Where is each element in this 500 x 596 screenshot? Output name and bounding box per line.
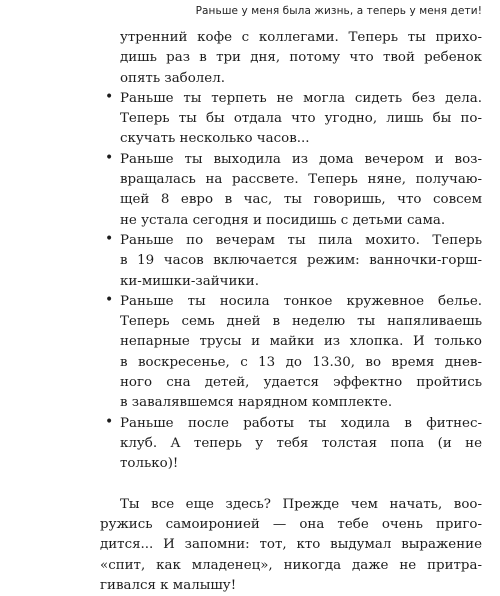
text-line: Теперь ты бы отдала что угодно, лишь бы по- <box>120 111 482 127</box>
text-line: Теперь семь дней в неделю ты напяливаешь <box>120 314 482 330</box>
bullet-marker: • <box>105 88 114 105</box>
text-line: не устала сегодня и посидишь с детьми сама. <box>120 212 446 228</box>
text-line: непарные трусы и майки из хлопка. И только <box>120 334 482 350</box>
bullet-marker: • <box>105 291 114 308</box>
text-line: «спит, как младенец», никогда даже не притра- <box>100 557 482 573</box>
list-item <box>100 89 482 150</box>
paragraph-spacer <box>100 475 482 495</box>
text-line: в 19 часов включается режим: ванночки-горш- <box>120 253 482 269</box>
running-header: Раньше у меня была жизнь, а теперь у меня дети! <box>195 5 482 17</box>
closing-paragraph <box>100 495 482 596</box>
list-item <box>100 150 482 231</box>
text-line: Раньше после работы ты ходила в фитнес- <box>120 415 482 431</box>
continued-list-item <box>100 28 482 89</box>
text-line: Раньше по вечерам ты пила мохито. Теперь <box>120 232 482 248</box>
text-line: утренний кофе с коллегами. Теперь ты прихо- <box>120 30 482 45</box>
text-line: Раньше ты носила тонкое кружевное белье. <box>120 293 482 309</box>
text-line: гивался к малышу! <box>100 578 237 594</box>
text-line: Ты все еще здесь? Прежде чем начать, воо- <box>120 496 482 512</box>
bullet-marker: • <box>105 149 114 166</box>
list-item <box>100 414 482 475</box>
bullet-marker: • <box>105 230 114 247</box>
text-line: опять заболел. <box>120 70 225 86</box>
text-line: дишь раз в три дня, потому что твой ребенок <box>120 50 482 66</box>
text-line: вращалась на рассвете. Теперь няне, получаю- <box>120 172 482 188</box>
text-line: ружись самоиронией — она тебе очень приго- <box>100 517 482 533</box>
text-line: только)! <box>120 456 179 472</box>
text-line: ки-мишки-зайчики. <box>120 273 259 289</box>
list-item <box>100 231 482 292</box>
body-text <box>100 28 482 596</box>
text-line: в воскресенье, с 13 до 13.30, во время днев- <box>120 354 482 370</box>
text-line: Раньше ты терпеть не могла сидеть без дела. <box>120 90 482 106</box>
text-line: Раньше ты выходила из дома вечером и воз- <box>120 151 482 167</box>
text-line: дится... И запомни: тот, кто выдумал выражение <box>100 537 482 553</box>
text-line: в завалявшемся нарядном комплекте. <box>120 395 393 411</box>
list-item <box>100 292 482 414</box>
text-line: клуб. А теперь у тебя толстая попа (и не <box>120 435 482 451</box>
text-line: скучать несколько часов... <box>120 131 310 147</box>
text-line: щей 8 евро в час, ты говоришь, что совсем <box>120 192 482 208</box>
bullet-marker: • <box>105 413 114 430</box>
text-line: ного сна детей, удается эффектно пройтись <box>120 375 482 391</box>
